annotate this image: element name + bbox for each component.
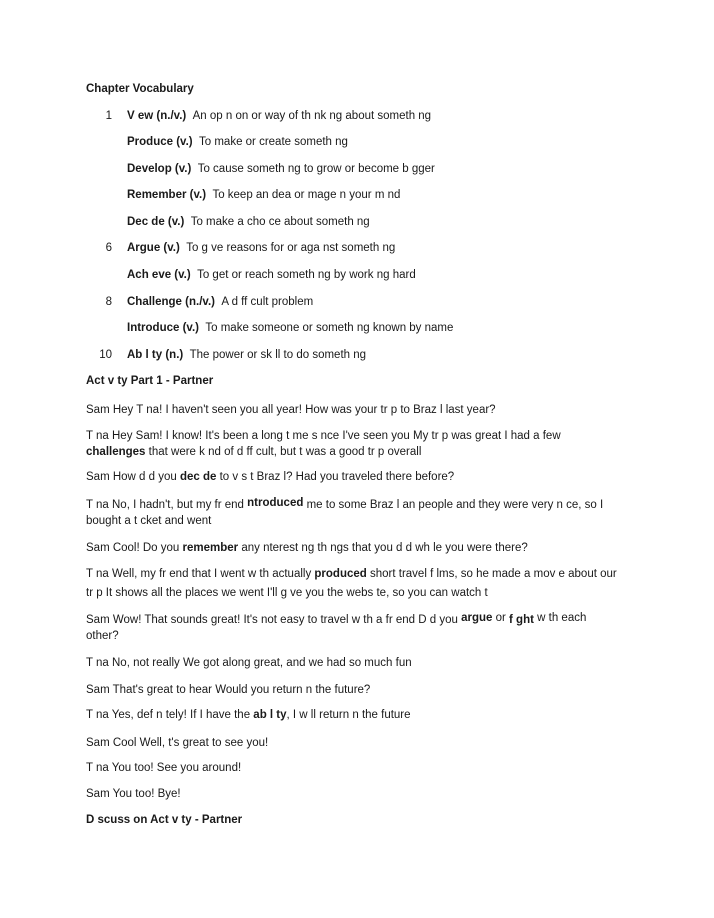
dialogue-line: Sam You too! Bye! (86, 788, 181, 800)
vocab-word-highlight: dec de (179, 471, 217, 483)
dialogue-line (86, 499, 603, 511)
vocab-entry (127, 136, 348, 148)
dialogue-line (86, 542, 528, 554)
vocab-term: Dec de (v.) (127, 216, 185, 228)
dialogue-line-continued: tr p It shows all the places we went I'll g ve you the webs te, so you can watch t (86, 587, 488, 599)
dialogue-text: , I w ll return n the future (286, 709, 411, 721)
vocab-number: 8 (105, 296, 112, 308)
dialogue-line-continued: bought a t cket and went (86, 515, 212, 527)
vocab-entry (127, 296, 313, 308)
chapter-heading: Chapter Vocabulary (86, 83, 194, 95)
dialogue-text: T na No, I hadn't, but my fr end (86, 499, 248, 511)
dialogue-line: T na You too! See you around! (86, 762, 242, 774)
dialogue-line-continued: other? (86, 630, 119, 642)
vocab-term: V ew (n./v.) (127, 110, 187, 122)
vocab-number: 10 (99, 349, 112, 361)
dialogue-text: me to some Braz l an people and they were very n ce, so I (303, 499, 604, 511)
vocab-word-highlight: f ght (509, 614, 534, 626)
vocab-definition: To get or reach someth ng by work ng hard (197, 269, 416, 281)
vocab-entry (127, 349, 366, 361)
vocab-definition: The power or sk ll to do someth ng (189, 349, 367, 361)
vocab-definition: To make or create someth ng (199, 136, 348, 148)
vocab-word-highlight: challenges (86, 446, 146, 458)
dialogue-text: that were k nd of d ff cult, but t was a good tr p overall (145, 446, 422, 458)
vocab-term: Ab l ty (n.) (127, 349, 184, 361)
vocab-entry (127, 110, 431, 122)
dialogue-text: T na Yes, def n tely! If I have the (86, 709, 254, 721)
vocab-definition: To g ve reasons for or aga nst someth ng (186, 242, 396, 254)
vocab-definition: An op n on or way of th nk ng about someth ng (192, 110, 432, 122)
vocab-term: Produce (v.) (127, 136, 193, 148)
vocab-entry (127, 322, 453, 334)
vocab-term: Develop (v.) (127, 163, 192, 175)
dialogue-text: short travel f lms, so he made a mov e about our (366, 568, 617, 580)
vocab-word-highlight: remember (182, 542, 239, 554)
vocab-definition: To cause someth ng to grow or become b gger (197, 163, 435, 175)
vocab-number: 6 (105, 242, 112, 254)
vocab-term: Ach eve (v.) (127, 269, 191, 281)
vocab-definition: A d ff cult problem (221, 296, 314, 308)
dialogue-line-continued (86, 446, 421, 458)
dialogue-text: or (492, 612, 510, 624)
activity-title: Act v ty Part 1 - Partner (86, 375, 214, 387)
vocab-word-highlight: produced (314, 568, 367, 580)
vocab-word-highlight: argue (461, 612, 493, 624)
dialogue-text: Sam Cool! Do you (86, 542, 183, 554)
vocab-definition: To make a cho ce about someth ng (190, 216, 370, 228)
vocab-entry (127, 242, 395, 254)
dialogue-line: Sam Cool Well, t's great to see you! (86, 737, 269, 749)
dialogue-line: Sam Hey T na! I haven't seen you all year! How was your tr p to Braz l last year? (86, 404, 496, 416)
dialogue-text: w th each (533, 612, 587, 624)
vocab-term: Introduce (v.) (127, 322, 199, 334)
vocab-word-highlight: ntroduced (247, 497, 304, 509)
vocab-term: Challenge (n./v.) (127, 296, 215, 308)
vocab-definition: To make someone or someth ng known by name (205, 322, 454, 334)
dialogue-line (86, 471, 454, 483)
dialogue-line (86, 614, 586, 626)
vocab-entry (127, 269, 416, 281)
vocab-definition: To keep an dea or mage n your m nd (212, 189, 401, 201)
vocab-entry (127, 189, 400, 201)
vocab-entry (127, 163, 435, 175)
dialogue-line: T na No, not really We got along great, and we had so much fun (86, 657, 412, 669)
dialogue-text: to v s t Braz l? Had you traveled there before? (216, 471, 455, 483)
vocab-term: Remember (v.) (127, 189, 207, 201)
dialogue-line (86, 568, 617, 580)
vocab-word-highlight: ab l ty (253, 709, 287, 721)
vocab-number: 1 (105, 110, 112, 122)
dialogue-line (86, 709, 411, 721)
dialogue-text: any nterest ng th ngs that you d d wh le you were there? (238, 542, 528, 554)
dialogue-text: T na Well, my fr end that I went w th actually (86, 568, 315, 580)
dialogue-text: Sam Wow! That sounds great! It's not easy to travel w th a fr end D d you (86, 614, 462, 626)
vocab-term: Argue (v.) (127, 242, 180, 254)
dialogue-text: Sam How d d you (86, 471, 180, 483)
dialogue-line: T na Hey Sam! I know! It's been a long t me s nce I've seen you My tr p was great I had a few (86, 430, 561, 442)
discussion-title: D scuss on Act v ty - Partner (86, 814, 243, 826)
dialogue-line: Sam That's great to hear Would you return n the future? (86, 684, 371, 696)
vocab-entry (127, 216, 370, 228)
